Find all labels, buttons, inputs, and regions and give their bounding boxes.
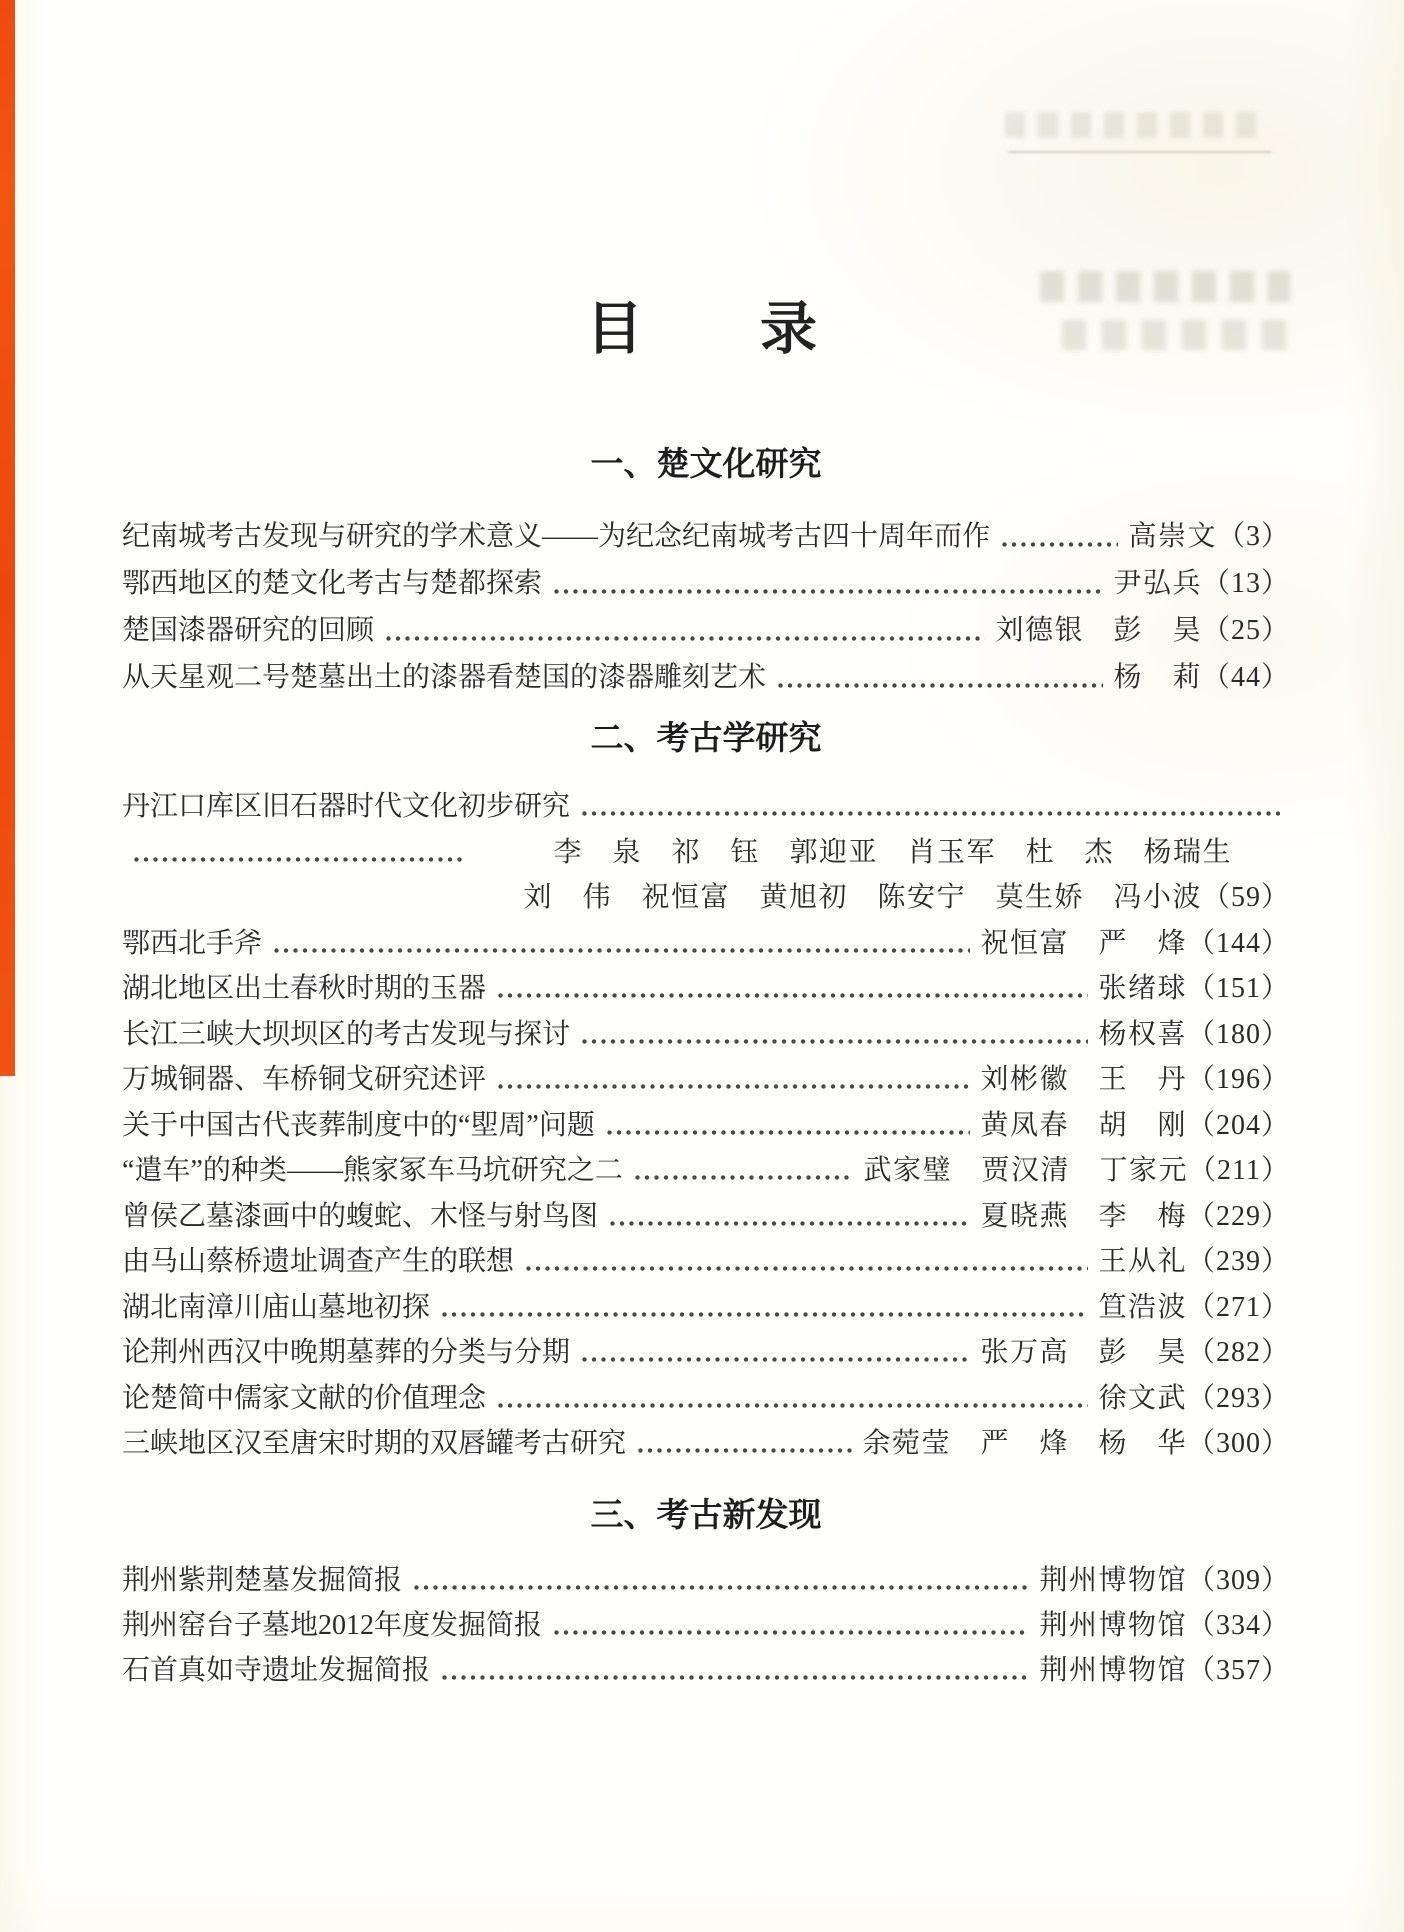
entry-title: 石首真如寺遗址发掘简报 [122,1655,431,1686]
entry-page-number: （3） [1216,521,1290,552]
entry-title: 荆州紫荆楚墓发掘简报 [122,1565,403,1596]
entry-page-number: （144） [1186,927,1290,959]
entry-authors: 徐文武 [1098,1382,1187,1414]
bleedthrough-rule-artifact [1008,151,1272,153]
dot-leader [496,1081,970,1092]
entry-title: 关于中国古代丧葬制度中的“堲周”问题 [122,1109,595,1141]
toc-entry [122,1562,1290,1607]
dot-leader [132,854,462,865]
dot-leader [580,808,1280,819]
dot-leader [440,1672,1029,1683]
dot-leader [496,990,1088,1001]
entry-page-number: （309） [1186,1565,1290,1596]
entry-authors: 荆州博物馆 [1039,1610,1187,1641]
entry-title: 鄂西地区的楚文化考古与楚都探索 [122,568,543,599]
entry-title: 论荆州西汉中晚期墓葬的分类与分期 [122,1337,571,1368]
entry-page-number: （334） [1186,1610,1290,1641]
entry-page-number: （13） [1201,568,1290,599]
entry-authors: 杨 莉 [1113,662,1202,693]
toc-entry [122,518,1290,565]
entry-page-number: （25） [1201,615,1290,646]
entry-page-number: （44） [1201,662,1290,693]
entry-authors: 尹弘兵 [1113,568,1202,599]
entry-page-number: （204） [1186,1109,1290,1141]
page-title: 目 录 [586,298,818,361]
entry-authors: 刘德银 彭 昊 [995,615,1202,646]
dot-leader [412,1582,1029,1593]
entry-page-number: （59） [1201,882,1290,913]
entry-authors: 武家璧 贾汉清 丁家元 [863,1155,1189,1186]
entry-title: 纪南城考古发现与研究的学术意义——为纪念纪南城考古四十周年而作 [122,521,991,552]
dot-leader [440,1309,1088,1320]
toc-entry [122,1380,1290,1426]
entry-page-number: （229） [1186,1200,1290,1232]
toc-entry [122,788,1290,834]
dot-leader [605,1127,971,1138]
toc-entry [122,1425,1290,1471]
toc-entry [122,970,1290,1016]
entry-title: “遣车”的种类——熊家冢车马坑研究之二 [122,1155,623,1186]
toc-entries [122,518,1290,706]
entry-page-number: （300） [1186,1428,1290,1459]
dot-leader [384,633,985,644]
section-heading-label: 一、楚文化研究 [590,445,822,482]
entry-authors: 祝恒富 严 烽 [980,927,1187,959]
toc-entry [122,1152,1290,1198]
entry-page-number: （196） [1186,1064,1290,1095]
entry-page-number: （293） [1186,1382,1290,1414]
entry-title: 楚国漆器研究的回顾 [122,615,375,646]
dot-leader [1000,539,1118,550]
entry-authors: 夏晓燕 李 梅 [980,1200,1187,1232]
dot-leader [552,586,1103,597]
toc-entry [122,1016,1290,1062]
toc-entry [122,1652,1290,1697]
entry-authors: 高崇文 [1128,521,1217,552]
toc-entry [122,834,1290,880]
dot-leader [633,1172,854,1183]
toc-entry [122,1243,1290,1289]
dot-leader [636,1445,852,1456]
entry-title: 论楚简中儒家文献的价值理念 [122,1382,487,1414]
entry-title: 万城铜器、车桥铜戈研究述评 [122,1064,487,1095]
toc-entry [122,659,1290,706]
entry-title: 湖北地区出土春秋时期的玉器 [122,973,487,1004]
entry-authors: 刘彬徽 王 丹 [980,1064,1187,1095]
toc-section [122,1495,1290,1697]
entry-title: 曾侯乙墓漆画中的蝮蛇、木怪与射鸟图 [122,1200,599,1232]
entry-title: 荆州窑台子墓地2012年度发掘简报 [122,1610,543,1641]
toc-entry [122,1061,1290,1107]
toc-entry [122,1107,1290,1153]
entry-title: 湖北南漳川庙山墓地初探 [122,1291,431,1323]
dot-leader [580,1036,1088,1047]
dot-leader [776,680,1103,691]
entry-title: 由马山蔡桥遗址调查产生的联想 [122,1246,515,1277]
entry-title: 从天星观二号楚墓出土的漆器看楚国的漆器雕刻艺术 [122,662,767,693]
entry-title: 鄂西北手斧 [122,927,263,959]
entry-page-number: （271） [1186,1291,1290,1323]
entry-authors: 荆州博物馆 [1039,1565,1187,1596]
toc-entry [122,612,1290,659]
section-heading-label: 三、考古新发现 [590,1496,822,1533]
entry-authors: 黄凤春 胡 刚 [980,1109,1187,1141]
entry-authors: 张绪球 [1098,973,1187,1004]
scan-edge-strip [0,0,15,1076]
entry-title: 三峡地区汉至唐宋时期的双唇罐考古研究 [122,1428,627,1459]
entry-page-number: （151） [1186,973,1290,1004]
dot-leader [580,1354,970,1365]
toc-entry [122,879,1290,925]
dot-leader [608,1218,970,1229]
entry-authors: 李 泉 祁 钰 郭迎亚 肖玉军 杜 杰 杨瑞生 [553,836,1232,868]
entry-title: 丹江口库区旧石器时代文化初步研究 [122,791,571,822]
entry-page-number: （211） [1188,1155,1290,1186]
toc-entry [122,1334,1290,1380]
toc-entries [122,788,1290,1471]
section-heading [122,444,1290,484]
toc-entries [122,1562,1290,1697]
dot-leader [524,1263,1088,1274]
entry-authors: 张万高 彭 昊 [980,1337,1187,1368]
entry-page-number: （239） [1186,1246,1290,1277]
entry-authors: 余菀莹 严 烽 杨 华 [862,1428,1187,1459]
section-heading [122,718,1290,758]
section-heading [122,1495,1290,1535]
entry-authors: 笪浩波 [1098,1291,1187,1323]
bleedthrough-artifact [1005,112,1267,138]
toc-entry [122,1607,1290,1652]
entry-page-number: （180） [1186,1018,1290,1050]
dot-leader [552,1627,1029,1638]
toc-entry [122,1198,1290,1244]
entry-title: 长江三峡大坝坝区的考古发现与探讨 [122,1018,571,1050]
toc-section [122,718,1290,1471]
toc-entry [122,565,1290,612]
entry-authors: 刘 伟 祝恒富 黄旭初 陈安宁 莫生娇 冯小波 [523,882,1202,913]
toc-entry [122,1289,1290,1335]
dot-leader [272,945,970,956]
entry-authors: 杨权喜 [1098,1018,1187,1050]
entry-page-number: （282） [1186,1337,1290,1368]
toc-section [122,444,1290,706]
section-heading-label: 二、考古学研究 [590,719,822,756]
dot-leader [496,1400,1088,1411]
toc-entry [122,925,1290,971]
entry-page-number: （357） [1186,1655,1290,1686]
entry-authors: 荆州博物馆 [1039,1655,1187,1686]
entry-authors: 王从礼 [1098,1246,1187,1277]
